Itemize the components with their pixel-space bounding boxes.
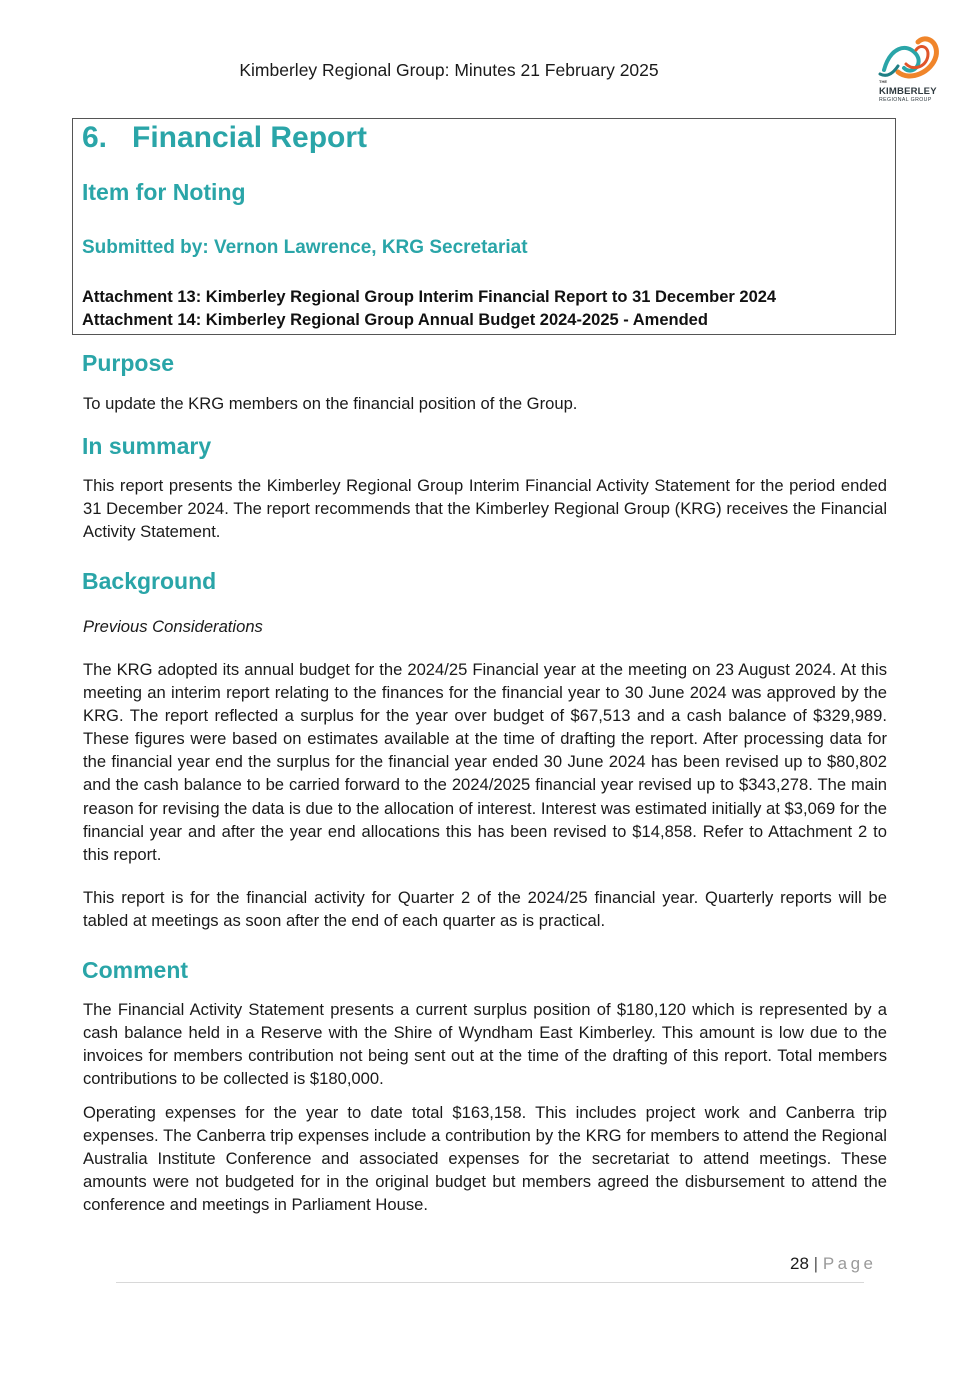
page-separator: | — [813, 1254, 819, 1273]
submitted-by: Submitted by: Vernon Lawrence, KRG Secretariat — [82, 237, 528, 258]
item-number: 6. — [82, 121, 108, 154]
logo-text-kimberley: KIMBERLEY — [879, 86, 937, 97]
attachment-14: Attachment 14: Kimberley Regional Group Annual Budget 2024-2025 - Amended — [82, 311, 708, 329]
logo-text-regional-group: REGIONAL GROUP — [879, 97, 932, 103]
page-label: Page — [822, 1254, 877, 1273]
purpose-text: To update the KRG members on the financial position of the Group. — [83, 394, 578, 413]
summary-heading: In summary — [82, 433, 212, 459]
footer-divider — [116, 1282, 864, 1283]
item-title-text: Financial Report — [132, 121, 368, 154]
item-type: Item for Noting — [82, 179, 246, 205]
page-number: 28 — [790, 1254, 809, 1273]
comment-heading: Comment — [82, 957, 189, 983]
logo-text-the: THE — [879, 79, 887, 84]
background-subheading: Previous Considerations — [83, 617, 263, 636]
attachment-13: Attachment 13: Kimberley Regional Group Interim Financial Report to 31 December 2024 — [82, 288, 777, 306]
background-heading: Background — [82, 568, 217, 594]
comment-paragraph-1: The Financial Activity Statement presents a current surplus position of $180,120 which is represented by a cash balance held in a Reserve with the Shire of Wyndham East Kimberley. This amount is low due to the invoices for members contribution not being sent out at the time of the drafting of this report. Total members contributions to be collected is $180,000. — [83, 1000, 887, 1089]
document-header-title: Kimberley Regional Group: Minutes 21 February 2025 — [239, 60, 659, 80]
summary-text: This report presents the Kimberley Regional Group Interim Financial Activity Statement for the period ended 31 December 2024. The report recommends that the Kimberley Regional Group (KRG) receives the Financial Activity Statement. — [83, 476, 887, 542]
background-paragraph-1: The KRG adopted its annual budget for the 2024/25 Financial year at the meeting on 23 August 2024. At this meeting an interim report relating to the finances for the financial year to 30 June 2024 was approved by the KRG. The report reflected a surplus for the year over budget of $67,513 and a cash balance of $329,989. These figures were based on estimates available at the time of drafting the report. After processing data for the financial year end the surplus for the financial year ended 30 June 2024 has been revised up to $80,802 and the cash balance to be carried forward to the 2024/2025 financial year revised up to $343,278. The main reason for revising the data is due to the allocation of interest. Interest was estimated initially at $3,069 for the financial year and after the year end allocations this has been revised to $14,858. Refer to Attachment 2 to this report. — [83, 660, 887, 864]
purpose-heading: Purpose — [82, 350, 175, 376]
page-footer — [790, 1254, 877, 1274]
background-paragraph-2: This report is for the financial activity for Quarter 2 of the 2024/25 financial year. Quarterly reports will be tabled at meetings as soon after the end of each quarter as is practical. — [83, 888, 887, 931]
comment-paragraph-2: Operating expenses for the year to date total $163,158. This includes project work and Canberra trip expenses. The Canberra trip expenses include a contribution by the KRG for members to attend the Regional Australia Institute Conference and associated expenses for the secretariat to attend meetings. These amounts were not budgeted for in the original budget but members agreed the disbursement to attend the conference and meetings in Parliament House. — [83, 1103, 887, 1215]
item-title — [82, 121, 367, 155]
